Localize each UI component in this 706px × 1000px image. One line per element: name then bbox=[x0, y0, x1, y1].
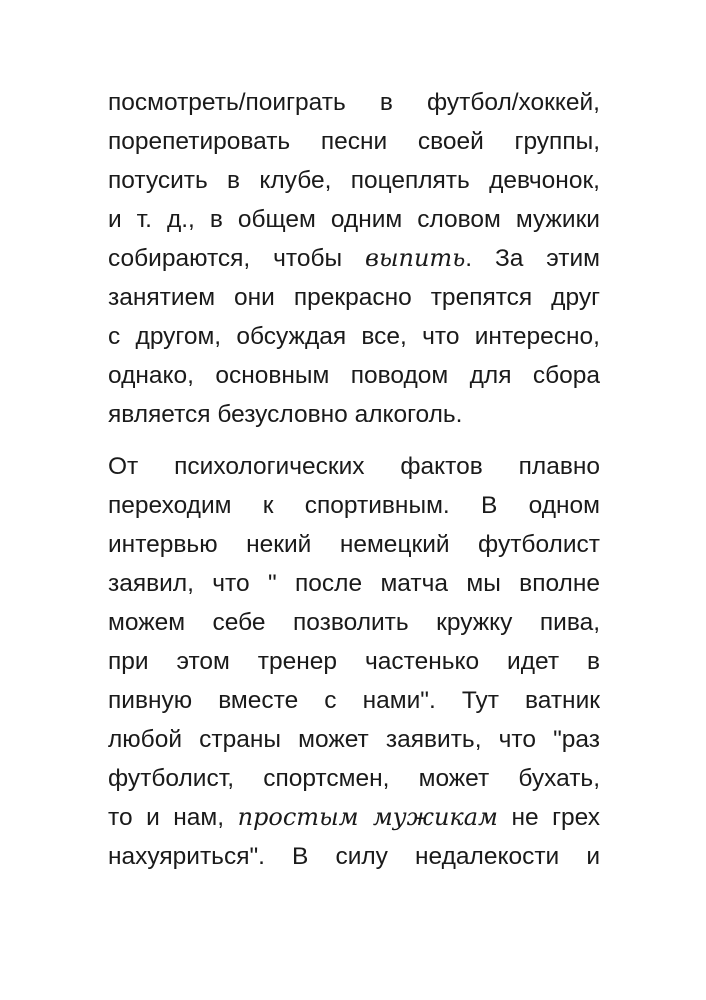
text-segment: потусить в клубе, поцеплять девчонок, bbox=[108, 167, 600, 194]
text-line bbox=[108, 356, 600, 395]
text-segment: занятием они прекрасно трепятся друг bbox=[108, 284, 600, 311]
text-segment: однако, основным поводом для сбора bbox=[108, 362, 600, 389]
text-segment: при этом тренер частенько идет в bbox=[108, 648, 600, 675]
text-line bbox=[108, 395, 600, 434]
text-segment: с другом, обсуждая все, что интересно, bbox=[108, 323, 600, 350]
text-segment: посмотреть/поиграть в футбол/хоккей, bbox=[108, 89, 600, 116]
text-segment: интервью некий немецкий футболист bbox=[108, 531, 600, 558]
text-line bbox=[108, 798, 600, 837]
text-line bbox=[108, 642, 600, 681]
text-line bbox=[108, 278, 600, 317]
text-line bbox=[108, 837, 600, 876]
text-line bbox=[108, 317, 600, 356]
italic-text: выпить bbox=[365, 244, 466, 272]
text-segment: пивную вместе с нами". Тут ватник bbox=[108, 687, 600, 714]
text-segment: . За этим bbox=[465, 245, 600, 272]
text-segment: любой страны может заявить, что "раз bbox=[108, 726, 600, 753]
text-line bbox=[108, 759, 600, 798]
text-segment: футболист, спортсмен, может бухать, bbox=[108, 765, 600, 792]
text-line bbox=[108, 200, 600, 239]
text-line bbox=[108, 447, 600, 486]
text-segment: и т. д., в общем одним словом мужики bbox=[108, 206, 600, 233]
paragraph bbox=[108, 447, 600, 876]
text-line bbox=[108, 525, 600, 564]
text-line bbox=[108, 239, 600, 278]
text-segment: заявил, что " после матча мы вполне bbox=[108, 570, 600, 597]
text-line bbox=[108, 603, 600, 642]
text-segment: то и нам, bbox=[108, 804, 238, 831]
text-line bbox=[108, 564, 600, 603]
text-segment: нахуяриться". В силу недалекости и bbox=[108, 843, 600, 870]
text-line bbox=[108, 681, 600, 720]
text-segment: является безусловно алкоголь. bbox=[108, 401, 463, 428]
text-segment: можем себе позволить кружку пива, bbox=[108, 609, 600, 636]
text-segment: собираются, чтобы bbox=[108, 245, 365, 272]
text-line bbox=[108, 486, 600, 525]
text-line bbox=[108, 83, 600, 122]
text-line bbox=[108, 720, 600, 759]
document-page bbox=[108, 83, 600, 889]
text-segment: переходим к спортивным. В одном bbox=[108, 492, 600, 519]
text-line bbox=[108, 122, 600, 161]
text-line bbox=[108, 161, 600, 200]
text-segment: От психологических фактов плавно bbox=[108, 453, 600, 480]
italic-text: простым мужикам bbox=[237, 803, 498, 831]
text-segment: не грех bbox=[497, 804, 601, 831]
paragraph bbox=[108, 83, 600, 434]
text-segment: порепетировать песни своей группы, bbox=[108, 128, 600, 155]
